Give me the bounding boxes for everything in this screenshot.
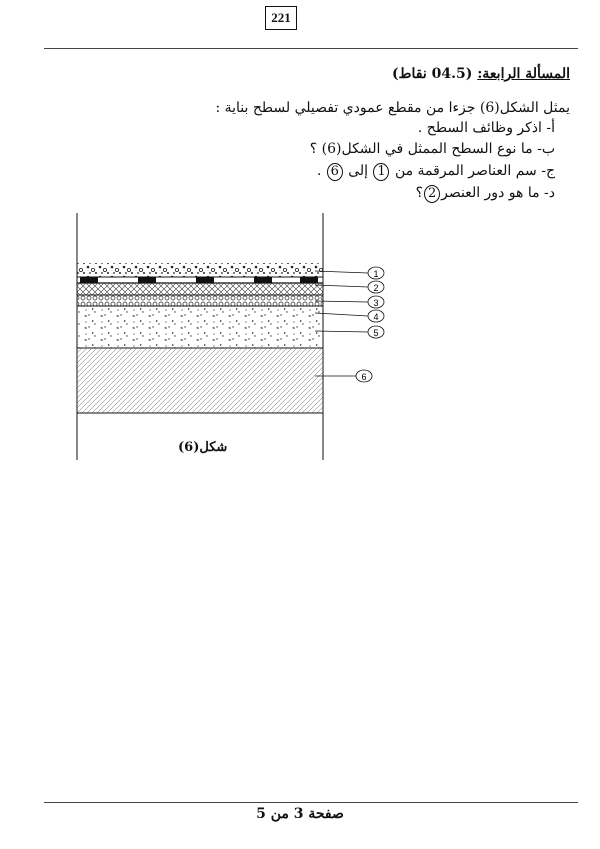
question-c-pre: ج- سم العناصر المرقمة من bbox=[394, 163, 555, 179]
intro-before: يمثل الشكل bbox=[499, 100, 570, 116]
circled-number-element: 2 bbox=[424, 185, 440, 203]
problem-heading bbox=[392, 66, 570, 82]
question-d-pre: د- ما هو دور العنصر bbox=[441, 185, 555, 201]
question-d bbox=[416, 185, 555, 203]
callout-label-6: 6 bbox=[361, 372, 367, 382]
circled-number-from: 1 bbox=[373, 163, 389, 181]
question-d-post: ؟ bbox=[415, 185, 424, 201]
page-number: 221 bbox=[265, 6, 297, 30]
question-c-post: . bbox=[316, 163, 326, 179]
callout-label-2: 2 bbox=[373, 283, 379, 293]
callout-label-5: 5 bbox=[373, 328, 379, 338]
layer-insulation bbox=[77, 283, 323, 295]
layer-screed bbox=[77, 295, 323, 306]
footer-rule bbox=[44, 802, 578, 803]
intro-line bbox=[215, 100, 570, 116]
figure-caption: شكل(6) bbox=[178, 440, 228, 455]
callout-3 bbox=[315, 296, 384, 308]
callout-label-4: 4 bbox=[373, 312, 379, 322]
layer-gravel bbox=[77, 263, 323, 277]
layer-slab bbox=[77, 306, 323, 348]
roof-section-figure bbox=[50, 205, 410, 475]
page-footer: صفحة 3 من 5 bbox=[256, 806, 344, 822]
intro-after: جزءا من مقطع عمودي تفصيلي لسطح بناية : bbox=[215, 100, 480, 116]
circled-number-to: 6 bbox=[327, 163, 343, 181]
header-rule bbox=[44, 48, 578, 49]
problem-title: المسألة الرابعة: bbox=[477, 66, 570, 82]
callout-1 bbox=[315, 267, 384, 279]
callout-label-3: 3 bbox=[373, 298, 379, 308]
callout-5 bbox=[315, 326, 384, 338]
question-c-mid: إلى bbox=[348, 163, 369, 179]
callout-2 bbox=[315, 281, 384, 293]
intro-fig-ref: (6) bbox=[479, 100, 500, 116]
layer-ceiling bbox=[77, 348, 323, 413]
layer-tiles bbox=[80, 277, 318, 283]
question-a: أ- اذكر وظائف السطح . bbox=[417, 120, 555, 136]
callout-4 bbox=[315, 310, 384, 322]
question-c bbox=[317, 163, 555, 181]
callout-6 bbox=[315, 370, 372, 382]
problem-points: (04.5 نقاط) bbox=[391, 66, 473, 82]
callout-label-1: 1 bbox=[373, 269, 379, 279]
question-b: ب- ما نوع السطح الممثل في الشكل(6) ؟ bbox=[309, 141, 555, 157]
